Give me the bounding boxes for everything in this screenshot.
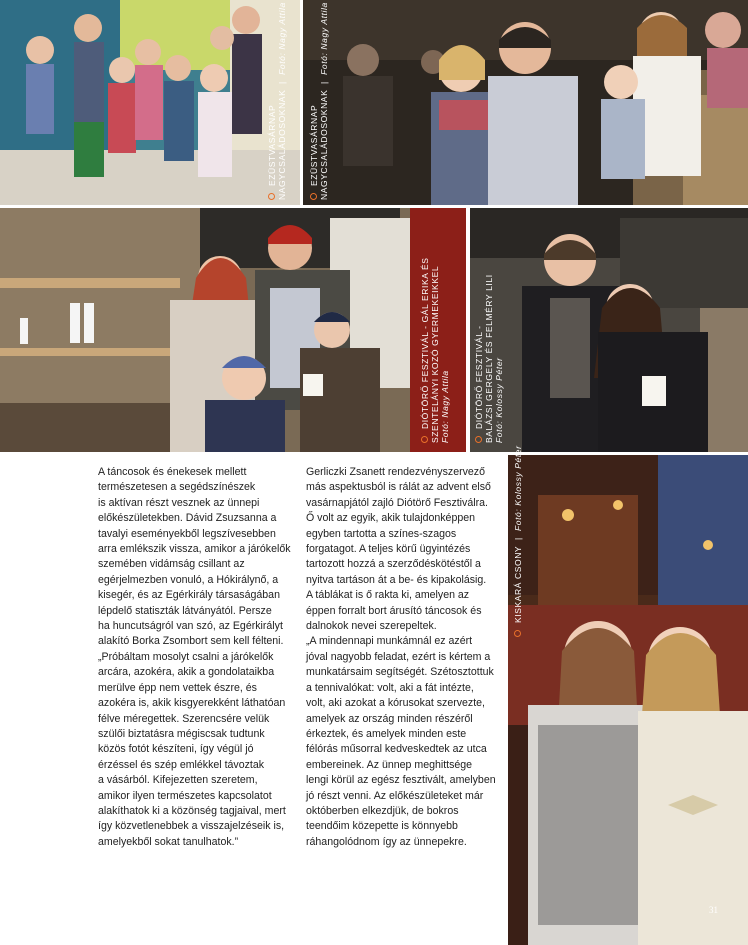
article-line: jó részt venni. Az előkészületeket már [306, 789, 484, 802]
article-line: merülve épp nem vettek észre, és [98, 681, 257, 694]
article-line: amelyek az ország minden részéről [306, 712, 473, 725]
photo1-caption [267, 2, 287, 200]
article-line: nyitva tartáson át a be- és kipakolásig. [306, 573, 487, 586]
photo2-caption-separator: | [319, 80, 329, 84]
article-line: tartozott hozzá a szerződéskötéstől a [306, 558, 481, 571]
article-line: munkatársaim segítségét. Szétosztottuk [306, 666, 494, 679]
article-line: arcára, azokéra, akik a gondolataikba [98, 666, 275, 679]
photo-gal-erika-family [0, 208, 466, 452]
article-line: félve méregettek. Szerencsére velük [98, 712, 270, 725]
photo3-caption-credit: Fotó: Nagy Attila [440, 370, 450, 443]
article-line: előkészületekben. Dávid Zsuzsanna a [98, 512, 277, 525]
article-line: szemében vidámság csillant az [98, 558, 245, 571]
photo2-caption-credit: Fotó: Nagy Attila [319, 2, 329, 75]
article-line: A táncosok és énekesek mellett [98, 466, 247, 478]
article-line: alakító Borka Zsombort sem kell félteni. [98, 635, 284, 648]
photo3-caption-title-1: DIÓTÖRŐ FESZTIVÁL - GÁL ERIKA ÉS [420, 257, 430, 430]
photo-balazsi-felmery [470, 208, 748, 452]
article-line: a vásárból. Kifejezetten szeretem, [98, 774, 258, 787]
article-line: „A mindennapi munkámnál ez azért [306, 635, 473, 648]
photo5-caption-separator: | [513, 537, 523, 540]
article-line: más aspektusból is rálát az advent első [306, 481, 491, 494]
photo-family-in-theater [303, 0, 748, 205]
article-line: éppen forralt bort árusító táncosok és [306, 604, 482, 617]
article-line: embereinek. Az ünnep meghittsége [306, 758, 473, 771]
photo4-caption-title-2: BALÁZSI GERGELY ÉS FELMÉRY LILI [484, 274, 494, 443]
article-line: közös fotót készíteni, így végül jó [98, 743, 254, 756]
photo-children-waving [0, 0, 300, 205]
caption-bullet-icon [476, 436, 483, 443]
photo3-caption-title-2: SZENTELÁNYI KOZÓ GYERMEKEIKKEL [430, 265, 440, 443]
caption-bullet-icon [422, 436, 429, 443]
article-line: érzéssel és szép emlékkel távoztak [98, 758, 265, 771]
page-number: 31 [709, 905, 718, 915]
article-line: kisegér, és az Egérkirály társaságában [98, 589, 280, 602]
article-line: tavalyi eseményekből legszívesebben [98, 527, 276, 540]
caption-bullet-icon [311, 193, 318, 200]
article-line: ha huncutságról van szó, az Egérkirályt [98, 620, 283, 633]
article-line: jóval nagyobb feladat, ezért is kértem a [306, 650, 491, 663]
article-line: így közvetlenebbek a visszajelzéseik is, [98, 820, 285, 833]
photo1-caption-title-1: EZÜSTVASÁRNAP [267, 104, 277, 187]
article-line: lengi körül az egész fesztivált, amelyben [306, 774, 496, 787]
article-line: forgatagot. A teljes körű ügyintézés [306, 543, 471, 556]
photo5-caption [513, 445, 523, 637]
photo4-caption-title-1: DIÓTÖRŐ FESZTIVÁL - [474, 325, 484, 430]
photo5-caption-title: KISKARÁ CSONY [513, 545, 523, 624]
article-line: lépdelő statiszták látványától. Persze [98, 604, 272, 617]
photo2-caption-title-1: EZÜSTVASÁRNAP [309, 104, 319, 187]
caption-bullet-icon [515, 630, 522, 637]
article-line: is aktívan részt vesznek az ünnepi [98, 496, 260, 509]
article-line: a tennivalókat: volt, aki a fát intézte, [306, 681, 474, 694]
article-line: szülői biztatásra mégiscsak tudtunk [98, 727, 265, 740]
article-line: arra emlékszik vissza, amikor a járókelők [98, 543, 291, 556]
photo2-caption [309, 2, 329, 200]
article-line: érkeztek, és amelyek minden este [306, 727, 467, 740]
article-line: volt, aki azokat a kórusokat szervezte, [306, 697, 485, 710]
article-line: „Próbáltam mosolyt csalni a járókelők [98, 650, 274, 663]
article-column-1 [98, 465, 298, 850]
article-line: Ő volt az egyik, akik tulajdonképpen [306, 512, 476, 525]
photo1-caption-separator: | [277, 80, 287, 84]
article-line: amelyekből sokat tanulhatok.” [98, 835, 239, 848]
photo5-caption-credit: Fotó: Kolossy Péter [513, 445, 523, 532]
photo-two-girls-theater [508, 455, 748, 945]
photo4-caption [474, 218, 504, 443]
caption-bullet-icon [269, 193, 276, 200]
article-line: egérjelmezben vonuló, a Hókirálynő, a [98, 573, 279, 586]
article-line: ráhangolódnom így az ünnepekre. [306, 835, 467, 848]
article-line: októberben elkezdjük, de bokros [306, 804, 459, 817]
article-line: természetesen a segédszínészek [98, 481, 256, 494]
article-line: dalnokok nevei szerepeltek. [306, 620, 437, 633]
article-line: amikor ilyen természetes kapcsolatot [98, 789, 272, 802]
article-line: egyben tartotta a színes-szagos [306, 527, 457, 540]
article-line: azokéra is, akik kisgyerekként láthatóan [98, 697, 286, 710]
photo2-caption-title-2: NAGYCSALÁDOSOKNAK [319, 89, 329, 200]
article-line: Gerliczki Zsanett rendezvényszervező [306, 466, 485, 478]
photo1-caption-credit: Fotó: Nagy Attila [277, 2, 287, 75]
article-column-2 [306, 465, 506, 850]
article-line: A táblákat is ő rakta ki, amelyen az [306, 589, 470, 602]
photo3-caption [420, 218, 450, 443]
article-line: vasárnapjától zajló Diótörő Fesztiválra. [306, 496, 488, 509]
article-line: félórás műsorral kedveskedtek az utca [306, 743, 487, 756]
article-line: alakíthatok ki a közönség tagjaival, mert [98, 804, 286, 817]
photo4-caption-credit: Fotó: Kolossy Péter [494, 357, 504, 443]
article-line: teendőim közepette is könnyebb [306, 820, 458, 833]
photo1-caption-title-2: NAGYCSALÁDOSOKNAK [277, 89, 287, 200]
